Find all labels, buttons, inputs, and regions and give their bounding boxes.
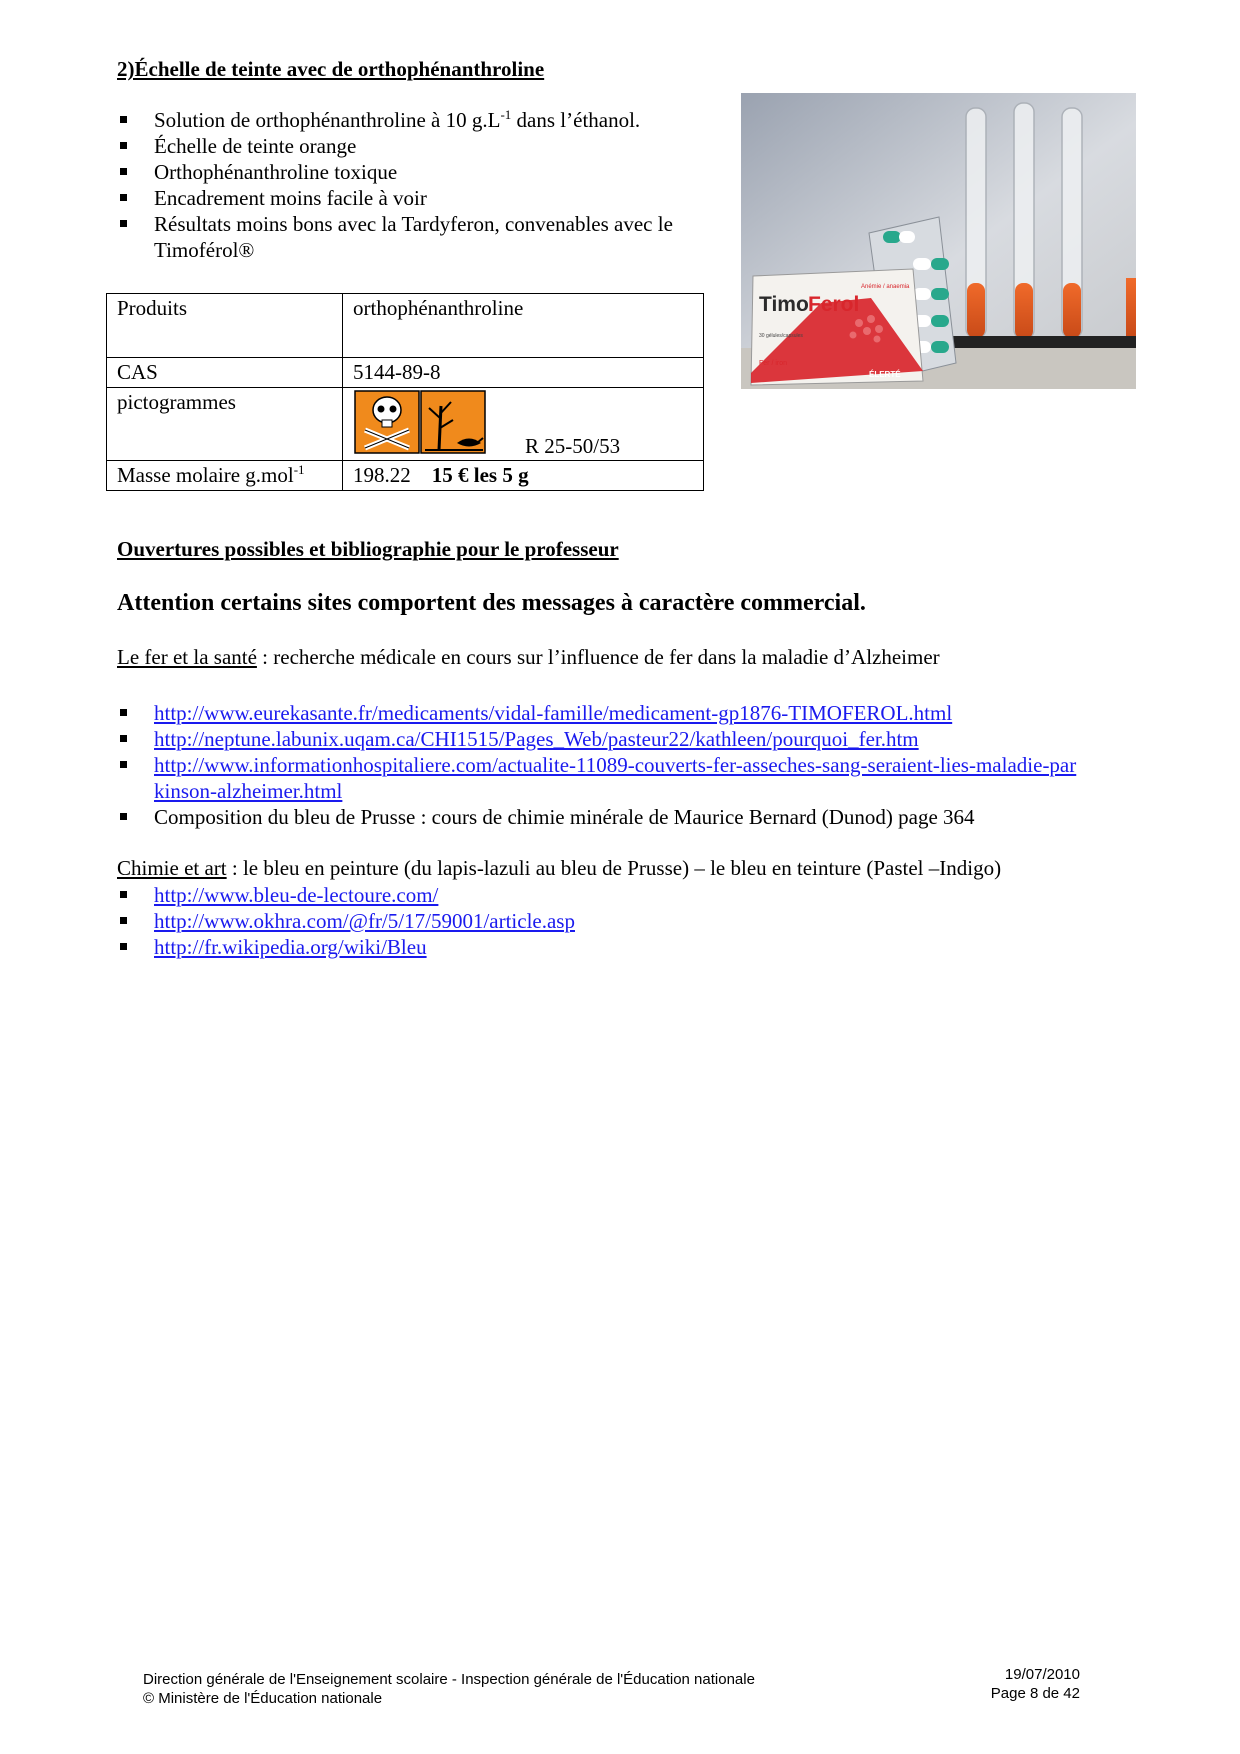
box-maker: ÉLERTÉ bbox=[869, 370, 901, 379]
health-links-list bbox=[117, 700, 1077, 830]
table-row bbox=[107, 388, 704, 461]
phenanthroline-bullet-list bbox=[117, 107, 737, 263]
health-label: Le fer et la santé bbox=[117, 645, 257, 669]
footer-copyright: © Ministère de l'Éducation nationale bbox=[143, 1690, 383, 1707]
art-links-list bbox=[117, 882, 1077, 960]
box-count: 30 gélules/capsules bbox=[759, 333, 803, 339]
table-row bbox=[107, 358, 704, 388]
risk-phrases: R 25-50/53 bbox=[525, 434, 621, 458]
okhra-link[interactable]: http://www.okhra.com/@fr/5/17/59001/article.asp bbox=[154, 909, 575, 933]
art-paragraph: Chimie et art : le bleu en peinture (du lapis-lazuli au bleu de Prusse) – le bleu en teinture (Pastel –Indigo) bbox=[117, 856, 1002, 880]
product-info-table bbox=[106, 293, 704, 491]
timoferol-box bbox=[751, 269, 923, 385]
table-cell: CAS bbox=[107, 358, 343, 388]
information-hospitaliere-link[interactable]: http://www.informationhospitaliere.com/actualite-11089-couverts-fer-asseches-sang-seraient-lies-maladie-parkinson-alzheimer.html bbox=[154, 753, 1077, 803]
footer-page-number: Page 8 de 42 bbox=[990, 1685, 1080, 1702]
commercial-warning: Attention certains sites comportent des messages à caractère commercial. bbox=[117, 590, 866, 616]
table-cell: 5144-89-8 bbox=[343, 358, 704, 388]
art-label: Chimie et art bbox=[117, 856, 227, 880]
wikipedia-bleu-link[interactable]: http://fr.wikipedia.org/wiki/Bleu bbox=[154, 935, 427, 959]
list-item bbox=[117, 882, 1077, 908]
footer-left bbox=[143, 1670, 755, 1708]
list-item bbox=[117, 700, 1077, 726]
table-cell: orthophénanthroline bbox=[343, 294, 704, 358]
table-cell: Masse molaire g.mol$^{-1}$ bbox=[107, 461, 343, 491]
list-item: Orthophénanthroline toxique bbox=[117, 159, 737, 185]
hazard-pictograms bbox=[343, 388, 703, 460]
list-item bbox=[117, 934, 1077, 960]
box-iron-label: Fer / iron bbox=[759, 360, 788, 367]
list-item: Composition du bleu de Prusse : cours de chimie minérale de Maurice Bernard (Dunod) page 364 bbox=[117, 804, 1077, 830]
table-cell: pictogrammes bbox=[107, 388, 343, 461]
footer-right bbox=[960, 1665, 1080, 1703]
box-brand-timo: Timo bbox=[759, 293, 809, 316]
list-item: Encadrement moins facile à voir bbox=[117, 185, 737, 211]
box-brand-ferol: Ferol bbox=[808, 293, 860, 316]
footer-date: 19/07/2010 bbox=[1004, 1666, 1080, 1683]
table-cell: Produits bbox=[107, 294, 343, 358]
table-row bbox=[107, 461, 704, 491]
health-paragraph: Le fer et la santé : recherche médicale en cours sur l’influence de fer dans la maladie d’Alzheimer bbox=[117, 645, 940, 669]
list-item: Échelle de teinte orange bbox=[117, 133, 737, 159]
footer-org: Direction générale de l'Enseignement scolaire - Inspection générale de l'Éducation nationale bbox=[143, 1671, 755, 1688]
table-cell: 198.22 15 € les 5 g bbox=[343, 461, 704, 491]
list-item bbox=[117, 752, 1077, 804]
uqam-link[interactable]: http://neptune.labunix.uqam.ca/CHI1515/Pages_Web/pasteur22/kathleen/pourquoi_fer.htm bbox=[154, 727, 919, 751]
eurekasante-link[interactable]: http://www.eurekasante.fr/medicaments/vidal-famille/medicament-gp1876-TIMOFEROL.html bbox=[154, 701, 953, 725]
list-item bbox=[117, 908, 1077, 934]
environment-hazard-icon bbox=[421, 391, 485, 453]
toxic-skull-icon bbox=[355, 391, 419, 453]
product-photo bbox=[741, 93, 1136, 389]
table-row bbox=[107, 294, 704, 358]
section-heading-phenanthroline: 2)Échelle de teinte avec de orthophénanthroline bbox=[117, 57, 545, 81]
list-item bbox=[117, 726, 1077, 752]
price: 15 € les 5 g bbox=[431, 463, 529, 487]
table-cell bbox=[343, 388, 704, 461]
list-item: Solution de orthophénanthroline à 10 $g.L^{-1}$ dans l’éthanol. bbox=[117, 107, 737, 133]
box-subtitle: Anémie / anaemia bbox=[861, 284, 910, 290]
bleu-de-lectoure-link[interactable]: http://www.bleu-de-lectoure.com/ bbox=[154, 883, 439, 907]
list-item: Résultats moins bons avec la Tardyferon, convenables avec le Timoférol® bbox=[117, 211, 737, 263]
section-heading-openings: Ouvertures possibles et bibliographie pour le professeur bbox=[117, 537, 619, 561]
